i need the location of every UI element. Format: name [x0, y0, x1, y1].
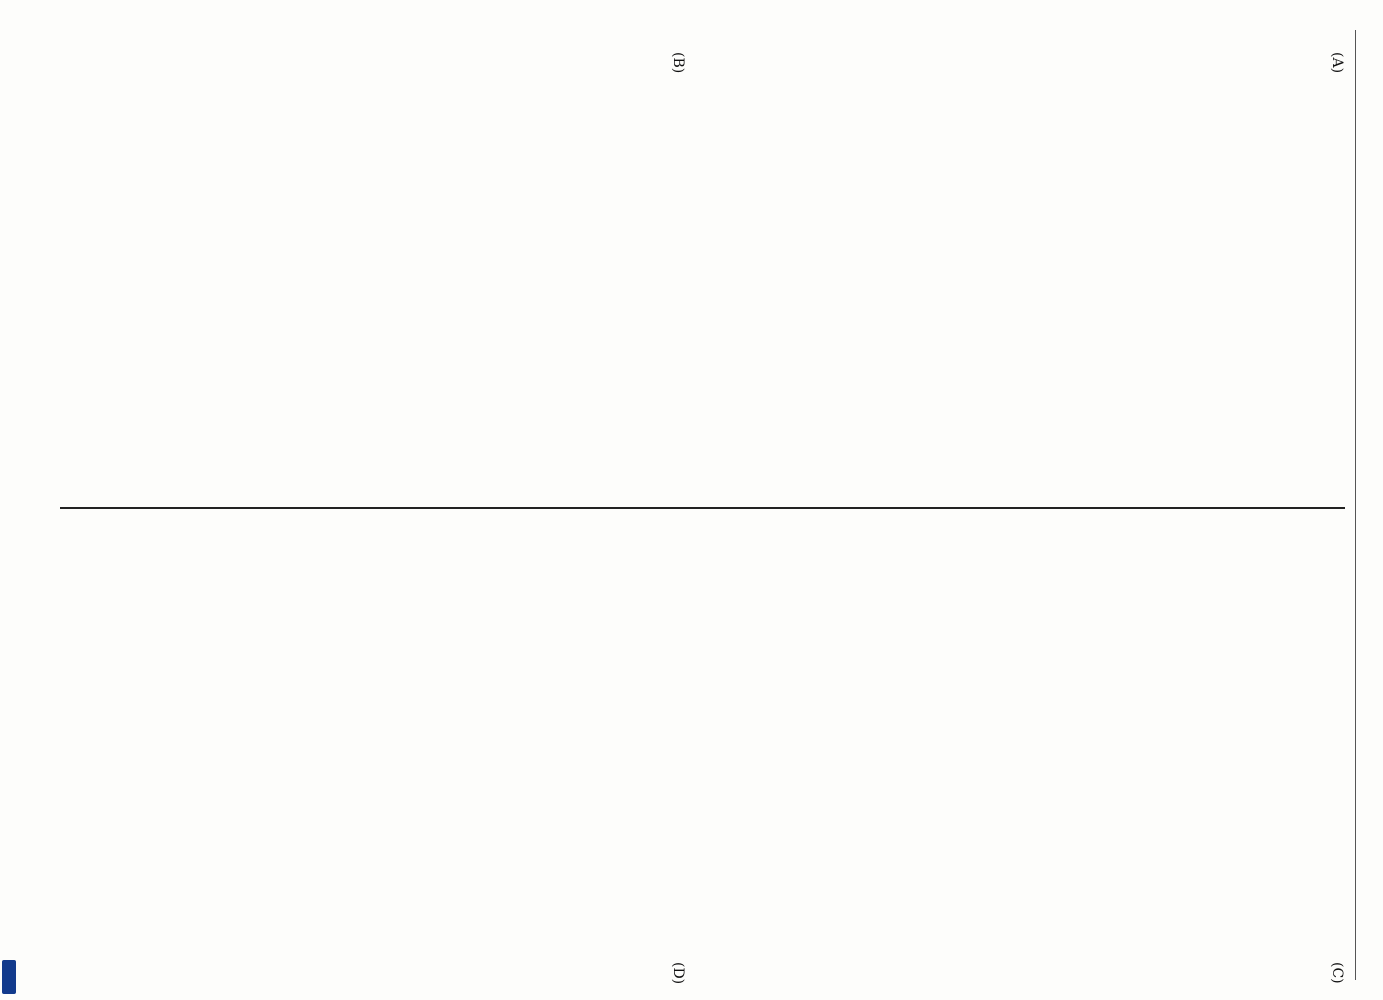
margin-marker-c: (C)	[1329, 962, 1345, 984]
column-divider	[60, 507, 1345, 509]
text-column-left	[55, 52, 1345, 492]
margin-marker-d: (D)	[670, 962, 686, 985]
margin-marker-a: (A)	[1329, 52, 1345, 74]
dfg-logo-icon	[2, 960, 16, 994]
margin-marker-b: (B)	[670, 52, 686, 74]
text-column-right	[55, 520, 1345, 960]
header-rule	[1355, 30, 1356, 980]
